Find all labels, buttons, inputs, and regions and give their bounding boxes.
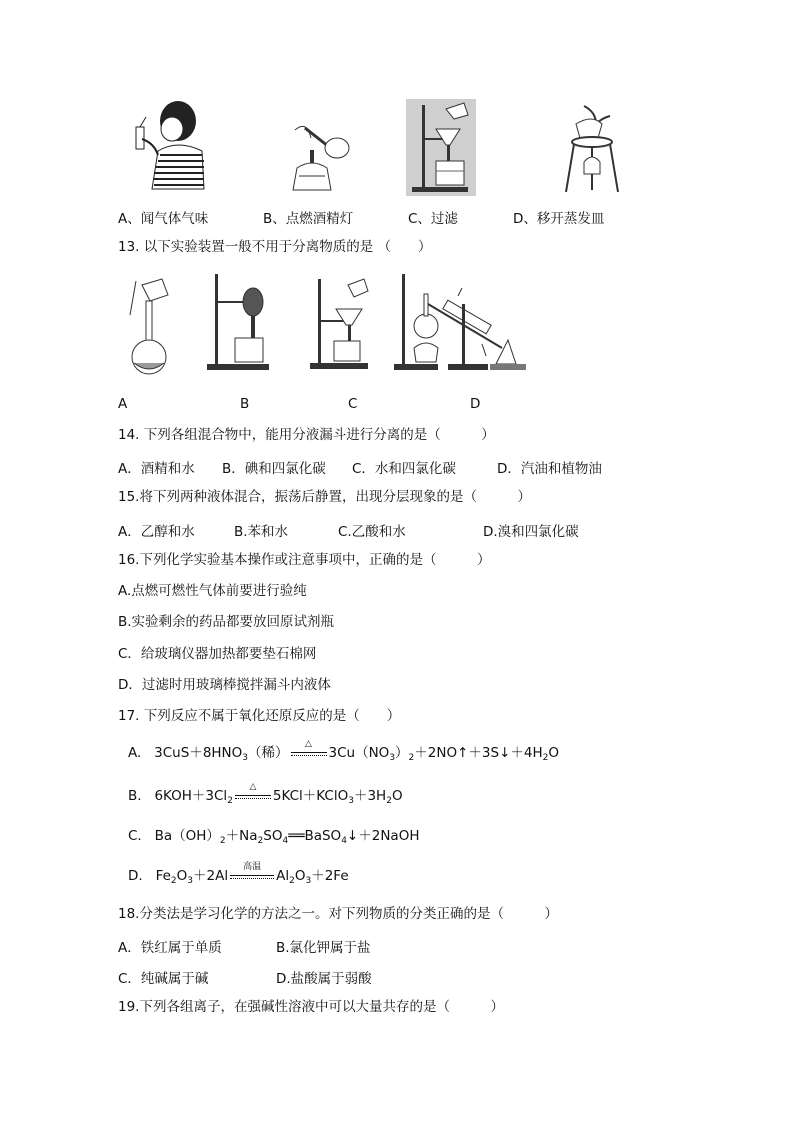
q13-label-b: B	[240, 396, 250, 412]
q15-option-b: B.苯和水	[234, 524, 289, 540]
q16-option-a: A.点燃可燃性气体前要进行验纯	[118, 583, 307, 599]
q18-stem: 18.分类法是学习化学的方法之一。对下列物质的分类正确的是（ ）	[118, 906, 558, 922]
q13-stem: 13. 以下实验装置一般不用于分离物质的是 （ ）	[118, 239, 432, 255]
q13-label-d: D	[470, 396, 481, 412]
q12-option-d: D、移开蒸发皿	[513, 211, 605, 227]
q15-option-c: C.乙酸和水	[338, 524, 406, 540]
apparatus-b-figure	[205, 272, 275, 372]
q18-option-c: C．纯碱属于碱	[118, 971, 209, 987]
reaction-condition-heat: △	[289, 743, 329, 759]
filtration-figure	[406, 99, 476, 196]
q16-option-c: C．给玻璃仪器加热都要垫石棉网	[118, 646, 317, 662]
q15-stem: 15.将下列两种液体混合，振荡后静置，出现分层现象的是（ ）	[118, 489, 531, 505]
q19-stem: 19.下列各组离子，在强碱性溶液中可以大量共存的是（ ）	[118, 999, 504, 1015]
q17-option-d: D. $Fe_2O_3+2Al$ 高温 $Al_2O_3+2Fe$	[128, 862, 349, 886]
q18-option-a: A．铁红属于单质	[118, 940, 222, 956]
q17-a-label: A.	[128, 745, 142, 761]
q13-label-a: A	[118, 396, 128, 412]
q16-stem: 16.下列化学实验基本操作或注意事项中，正确的是（ ）	[118, 552, 491, 568]
q14-option-c: C．水和四氯化碳	[352, 461, 456, 477]
q15-option-d: D.溴和四氯化碳	[483, 524, 579, 540]
apparatus-d-figure	[392, 268, 530, 373]
reaction-condition-heat: △	[233, 786, 273, 802]
q12-option-c: C、过滤	[408, 211, 458, 227]
q12-option-b: B、点燃酒精灯	[263, 211, 354, 227]
reaction-condition-high-temperature: 高温	[228, 866, 276, 882]
q17-option-c: C. $Ba(OH)_2+Na_2SO_4══BaSO_4↓+2NaOH$	[128, 828, 420, 846]
q17-option-b: B. $6KOH+3Cl_2$ △ $5KCl+KClO_3+3H_2O$	[128, 782, 403, 806]
q15-option-a: A．乙醇和水	[118, 524, 195, 540]
apparatus-a-figure	[128, 275, 178, 380]
q12-option-a: A、闻气体气味	[118, 211, 209, 227]
q17-stem: 17. 下列反应不属于氧化还原反应的是（ ）	[118, 708, 401, 724]
q18-option-b: B.氯化钾属于盐	[276, 940, 371, 956]
q13-label-c: C	[348, 396, 358, 412]
q17-c-label: C.	[128, 828, 142, 844]
q17-option-a: A. $3CuS+8HNO_3$（稀） △ $3Cu(NO_3)_2+2NO↑+3S↓+4H_2O$	[128, 739, 559, 763]
q17-b-label: B.	[128, 788, 142, 804]
apparatus-c-figure	[310, 275, 370, 372]
q16-option-b: B.实验剩余的药品都要放回原试剂瓶	[118, 614, 335, 630]
q14-option-d: D．汽油和植物油	[497, 461, 602, 477]
q18-option-d: D.盐酸属于弱酸	[276, 971, 372, 987]
q17-d-label: D.	[128, 868, 143, 884]
smelling-gas-figure	[128, 99, 208, 191]
moving-evaporating-dish-figure	[562, 104, 622, 196]
lighting-alcohol-lamp-figure	[285, 120, 355, 195]
q14-stem: 14. 下列各组混合物中，能用分液漏斗进行分离的是（ ）	[118, 427, 495, 443]
q14-option-b: B．碘和四氯化碳	[222, 461, 326, 477]
q14-option-a: A．酒精和水	[118, 461, 195, 477]
q16-option-d: D．过滤时用玻璃棒搅拌漏斗内液体	[118, 677, 331, 693]
